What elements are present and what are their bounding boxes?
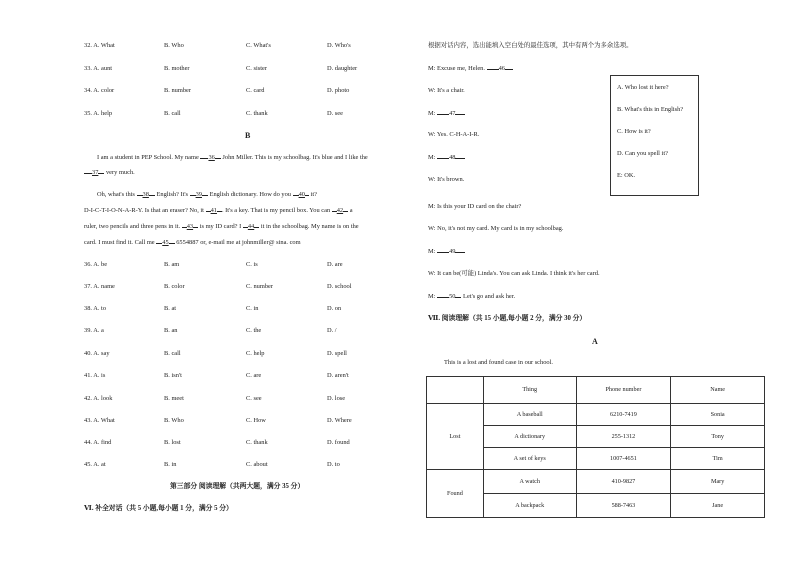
option-45-c: C. about: [246, 461, 268, 468]
table-cell: Sonia: [671, 404, 765, 426]
dialog-option-b: B. What's this in English?: [617, 106, 684, 113]
blank-number: 41: [210, 207, 217, 214]
option-40-d: D. spell: [327, 350, 347, 357]
option-34-a: 34. A. color: [84, 87, 115, 94]
table-row: [427, 404, 765, 426]
table-header-blank: [427, 377, 484, 404]
option-34-b: B. number: [164, 87, 191, 94]
option-42-b: B. meet: [164, 395, 184, 402]
option-45-d: D. to: [327, 461, 340, 468]
option-39-a: 39. A. a: [84, 327, 104, 334]
table-cell: A backpack: [483, 494, 576, 518]
option-37-c: C. number: [246, 283, 273, 290]
option-39-c: C. the: [246, 327, 262, 334]
option-44-a: 44. A. find: [84, 439, 112, 446]
option-36-a: 36. A. be: [84, 261, 108, 268]
dialog-instruction: 根据对话内容，选出能填入空白处的最佳选项，其中有两个为多余选项。: [428, 42, 633, 49]
table-cell: Mary: [671, 470, 765, 494]
table-cell: Tony: [671, 426, 765, 448]
dialog-line: W: It can be(可能) Linda's. You can ask Linda. I think it's her card.: [428, 270, 600, 277]
section7-heading: Ⅶ. 阅读理解（共 15 小题,每小题 2 分，满分 30 分）: [428, 315, 587, 322]
table-cell: A set of keys: [483, 448, 576, 470]
table-cell: A dictionary: [483, 426, 576, 448]
dialog-line: M: Excuse me, Helen. 46: [428, 65, 513, 73]
passage-line: ruler, two pencils and three pens in it. 43 is my ID card? I 44 it in the schoolbag. My name is on the: [84, 223, 359, 230]
dialog-line: M: Is this your ID card on the chair?: [428, 203, 522, 210]
option-42-c: C. see: [246, 395, 262, 402]
dialog-line: W: Yes. C-H-A-I-R.: [428, 131, 480, 138]
option-34-d: D. photo: [327, 87, 350, 94]
table-row: [427, 470, 765, 494]
option-39-d: D. /: [327, 327, 337, 334]
blank-number: 46: [498, 65, 505, 72]
option-36-d: D. are: [327, 261, 343, 268]
option-38-a: 38. A. to: [84, 305, 107, 312]
dialog-line: W: It's a chair.: [428, 87, 465, 94]
option-43-c: C. How: [246, 417, 266, 424]
table-header: Phone number: [576, 377, 671, 404]
table-cell: Tim: [671, 448, 765, 470]
dialog-line: M: 49: [428, 248, 465, 256]
option-44-d: D. found: [327, 439, 350, 446]
blank-number: 40: [298, 191, 305, 198]
table-cell: 255-1312: [576, 426, 671, 448]
option-32-b: B. Who: [164, 42, 184, 49]
option-35-b: B. call: [164, 110, 181, 117]
option-32-d: D. Who's: [327, 42, 351, 49]
option-45-a: 45. A. at: [84, 461, 106, 468]
blank-number: 37: [92, 169, 99, 176]
option-33-c: C. sister: [246, 65, 267, 72]
blank-number: 50: [449, 293, 456, 300]
passage-line: I am a student in PEP School. My name 36 John Miller. This is my schoolbag. It's blue and I like the: [97, 154, 368, 161]
option-33-d: D. daughter: [327, 65, 358, 72]
option-45-b: B. in: [164, 461, 177, 468]
blank-number: 36: [208, 154, 215, 161]
group-label-found: Found: [427, 470, 484, 518]
table-cell: Jane: [671, 494, 765, 518]
option-43-a: 43. A. What: [84, 417, 115, 424]
option-41-d: D. aren't: [327, 372, 349, 379]
section6-heading: Ⅵ. 补全对话（共 5 小题,每小题 1 分，满分 5 分）: [84, 505, 233, 512]
option-42-a: 42. A. look: [84, 395, 113, 402]
blank-number: 39: [195, 191, 202, 198]
option-41-a: 41. A. is: [84, 372, 106, 379]
option-43-d: D. Where: [327, 417, 352, 424]
section-b-heading: B: [245, 131, 251, 140]
table-cell: A watch: [483, 470, 576, 494]
section-a-heading: A: [592, 337, 598, 346]
option-41-b: B. isn't: [164, 372, 182, 379]
dialog-line: M: 47: [428, 110, 465, 118]
option-34-c: C. card: [246, 87, 265, 94]
option-44-b: B. lost: [164, 439, 181, 446]
option-42-d: D. lose: [327, 395, 346, 402]
dialog-line: W: It's brown.: [428, 176, 465, 183]
option-32-a: 32. A. What: [84, 42, 115, 49]
dialog-line: M: 48: [428, 154, 465, 162]
dialog-options-box: [610, 75, 699, 196]
table-cell: 588-7463: [576, 494, 671, 518]
option-35-a: 35. A. help: [84, 110, 113, 117]
lost-found-table: [426, 376, 765, 518]
dialog-option-a: A. Who lost it here?: [617, 84, 669, 91]
table-cell: A baseball: [483, 404, 576, 426]
blank-number: 44: [247, 223, 255, 230]
option-37-a: 37. A. name: [84, 283, 115, 290]
passage-line: Oh, what's this 38 English? It's 39 English dictionary. How do you 40 it?: [97, 191, 317, 198]
blank-number: 45: [162, 239, 169, 246]
option-40-a: 40. A. say: [84, 350, 110, 357]
blank-number: 38: [142, 191, 149, 198]
option-37-d: D. school: [327, 283, 352, 290]
blank-number: 42: [336, 207, 344, 214]
dialog-line: M: 50 Let's go and ask her.: [428, 293, 516, 300]
option-38-c: C. in: [246, 305, 259, 312]
passage-line: 37 very much.: [84, 169, 135, 177]
dialog-option-c: C. How is it?: [617, 128, 651, 135]
option-35-c: C. thank: [246, 110, 268, 117]
dialog-option-e: E: OK.: [617, 172, 636, 179]
option-32-c: C. What's: [246, 42, 271, 49]
table-header: Name: [671, 377, 765, 404]
table-cell: 1007-4651: [576, 448, 671, 470]
dialog-line: W: No, it's not my card. My card is in my schoolbag.: [428, 225, 564, 232]
table-cell: 6210-7419: [576, 404, 671, 426]
group-label-lost: Lost: [427, 404, 484, 470]
option-33-b: B. mother: [164, 65, 190, 72]
option-44-c: C. thank: [246, 439, 268, 446]
blank-number: 43: [186, 223, 194, 230]
table-header: Thing: [483, 377, 576, 404]
option-33-a: 33. A. aunt: [84, 65, 113, 72]
lost-found-intro: This is a lost and found case in our school.: [444, 359, 553, 366]
option-37-b: B. color: [164, 283, 185, 290]
option-40-c: C. help: [246, 350, 265, 357]
option-40-b: B. call: [164, 350, 181, 357]
blank-number: 48: [449, 154, 456, 161]
table-cell: 410-9827: [576, 470, 671, 494]
passage-line: D-I-C-T-I-O-N-A-R-Y. Is that an eraser? No, it 41 . It's a key. That is my pencil box. You can 42 a: [84, 207, 353, 214]
blank-number: 49: [449, 248, 456, 255]
dialog-option-d: D. Can you spell it?: [617, 150, 668, 157]
blank-number: 47: [449, 110, 456, 117]
option-41-c: C. are: [246, 372, 262, 379]
part3-heading: 第三部分 阅读理解（共两大题，满分 35 分）: [170, 483, 305, 490]
option-36-b: B. am: [164, 261, 180, 268]
passage-line: card. I must find it. Call me 45 6554887 or, e-mail me at johnmiller@ sina. com: [84, 239, 301, 246]
table-header-row: [427, 377, 765, 404]
option-35-d: D. see: [327, 110, 343, 117]
option-38-d: D. on: [327, 305, 342, 312]
option-43-b: B. Who: [164, 417, 184, 424]
option-36-c: C. is: [246, 261, 258, 268]
option-38-b: B. at: [164, 305, 177, 312]
option-39-b: B. an: [164, 327, 178, 334]
